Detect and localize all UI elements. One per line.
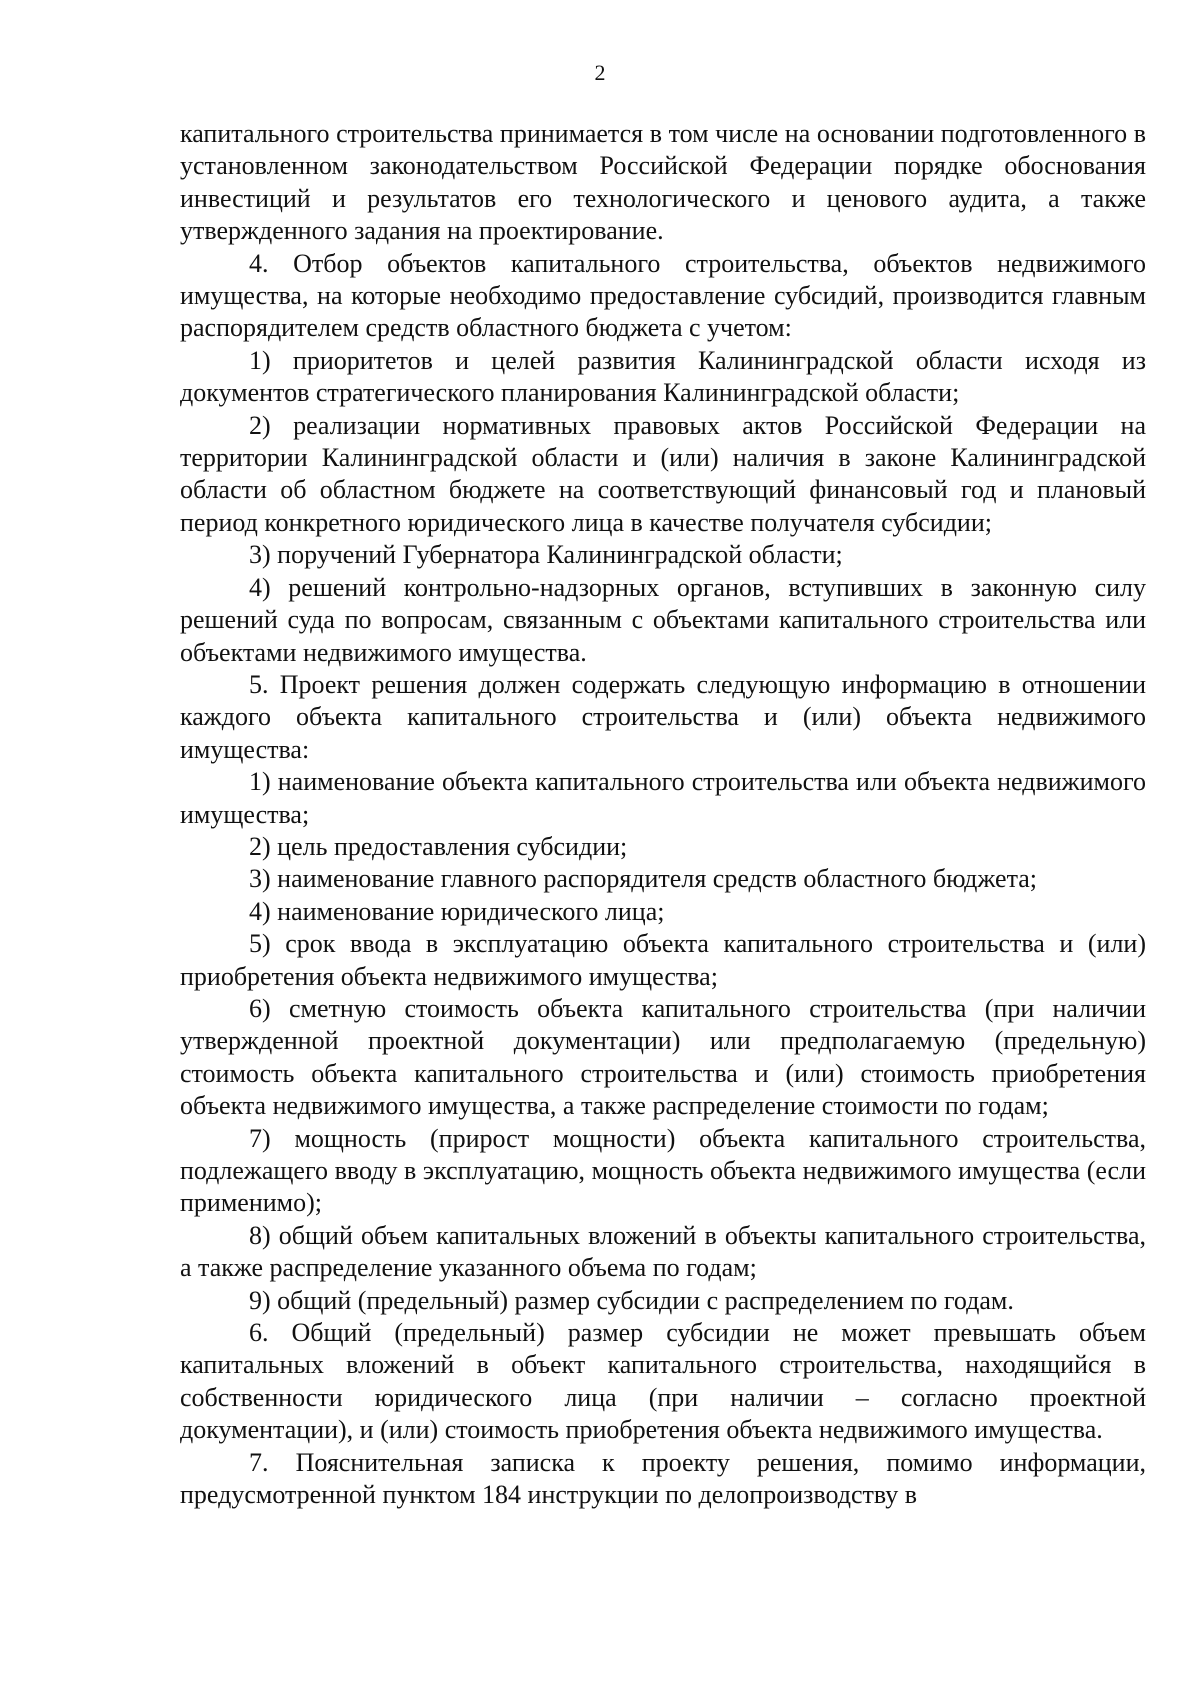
paragraph: 5. Проект решения должен содержать следующую информацию в отношении каждого объекта капитального строительства и (или) объекта недвижимого имущества:: [180, 669, 1146, 764]
paragraph: 4) решений контрольно-надзорных органов, вступивших в законную силу решений суда по вопросам, связанным с объектами капитального строительства или объектами недвижимого имущества.: [180, 572, 1146, 667]
document-body: [180, 118, 1146, 1511]
paragraph: 6) сметную стоимость объекта капитального строительства (при наличии утвержденной проектной документации) или предполагаемую (предельную) стоимость объекта капитального строительства и (или) стоимость приобретения объекта недвижимого имущества, а также распределение стоимости по годам;: [180, 993, 1146, 1121]
paragraph: 8) общий объем капитальных вложений в объекты капитального строительства, а также распределение указанного объема по годам;: [180, 1220, 1146, 1283]
paragraph: 4) наименование юридического лица;: [249, 896, 665, 926]
paragraph: 1) приоритетов и целей развития Калининградской области исходя из документов стратегического планирования Калининградской области;: [180, 345, 1146, 408]
paragraph: 9) общий (предельный) размер субсидии с распределением по годам.: [249, 1285, 1014, 1315]
paragraph: 2) реализации нормативных правовых актов Российской Федерации на территории Калининградской области и (или) наличия в законе Калининградской области об областном бюджете на соответствующий финансовый год и плановый период конкретного юридического лица в качестве получателя субсидии;: [180, 410, 1146, 537]
paragraph: 1) наименование объекта капитального строительства или объекта недвижимого имущества;: [180, 767, 1146, 829]
paragraph: 2) цель предоставления субсидии;: [249, 831, 628, 861]
paragraph: 6. Общий (предельный) размер субсидии не может превышать объем капитальных вложений в объект капитального строительства, находящийся в собственности юридического лица (при наличии – согласно проектной документации), и (или) стоимость приобретения объекта недвижимого имущества.: [180, 1318, 1146, 1445]
paragraph: 4. Отбор объектов капитального строительства, объектов недвижимого имущества, на которые необходимо предоставление субсидий, производится главным распорядителем средств областного бюджета с учетом:: [180, 248, 1146, 343]
paragraph: 5) срок ввода в эксплуатацию объекта капитального строительства и (или) приобретения объекта недвижимого имущества;: [180, 929, 1146, 991]
paragraph: капитального строительства принимается в том числе на основании подготовленного в установленном законодательством Российской Федерации порядке обоснования инвестиций и результатов его технологического и ценового аудита, а также утвержденного задания на проектирование.: [180, 119, 1146, 246]
paragraph: 3) поручений Губернатора Калининградской области;: [249, 540, 843, 570]
page-number: 2: [594, 60, 606, 85]
paragraph: 7. Пояснительная записка к проекту решения, помимо информации, предусмотренной пунктом 184 инструкции по делопроизводству в: [180, 1447, 1146, 1510]
paragraph: 3) наименование главного распорядителя средств областного бюджета;: [249, 864, 1038, 894]
paragraph: 7) мощность (прирост мощности) объекта капитального строительства, подлежащего вводу в эксплуатацию, мощность объекта недвижимого имущества (если применимо);: [180, 1123, 1146, 1218]
